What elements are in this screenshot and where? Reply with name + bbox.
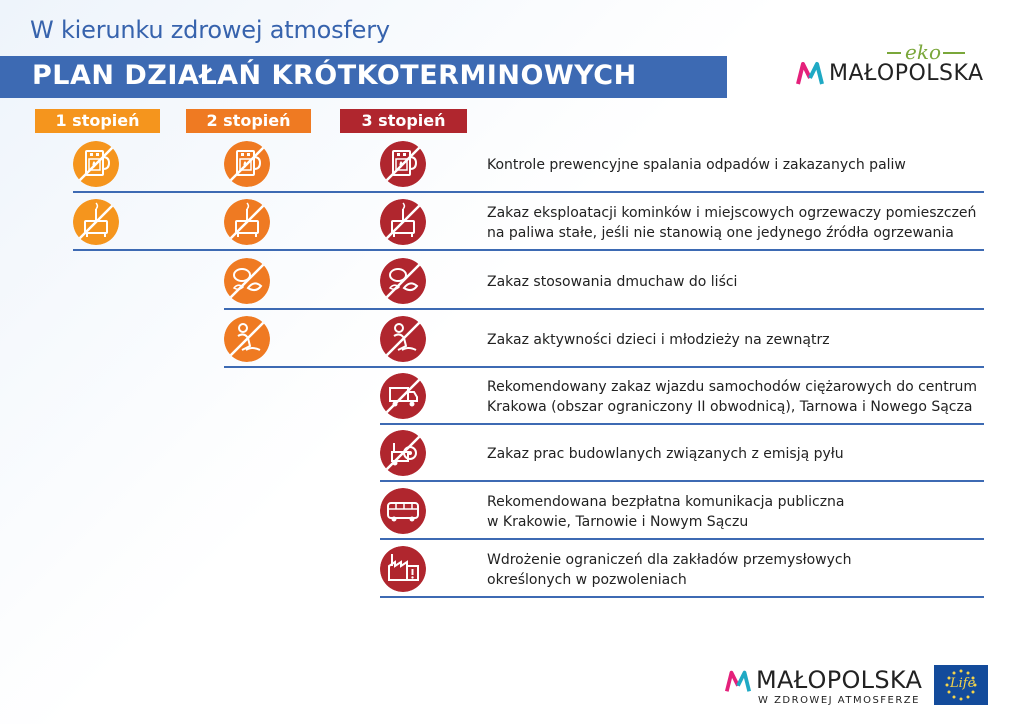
construction-machine-icon [380, 430, 426, 476]
malopolska-m-mark-icon [795, 60, 825, 86]
title-bar [0, 56, 727, 98]
stove-heater-icon [380, 199, 426, 245]
stove-heater-icon [224, 199, 270, 245]
eko-label: eko [905, 40, 941, 64]
page-subtitle: W kierunku zdrowej atmosfery [30, 16, 390, 44]
fireplace-stove-icon [224, 141, 270, 187]
action-description [487, 272, 737, 292]
action-description [487, 155, 906, 175]
footer-logo [724, 668, 924, 708]
action-line-2: Krakowa (obszar ograniczony II obwodnicą), Tarnowa i Nowego Sącza [487, 399, 973, 415]
row-divider [380, 423, 984, 425]
stove-heater-icon [73, 199, 119, 245]
outdoor-activity-icon [224, 316, 270, 362]
brand-name: MAŁOPOLSKA [829, 61, 984, 86]
action-line-1: Zakaz eksploatacji kominków i miejscowych ogrzewaczy pomieszczeń [487, 205, 977, 221]
action-description [487, 492, 845, 532]
action-line-1: Rekomendowany zakaz wjazdu samochodów ciężarowych do centrum [487, 379, 978, 395]
leaf-blower-icon [380, 258, 426, 304]
action-description [487, 377, 977, 417]
fireplace-stove-icon [73, 141, 119, 187]
row-divider [380, 596, 984, 598]
stage-2-label: 2 stopień [186, 109, 311, 133]
action-line-1: Zakaz aktywności dzieci i młodzieży na zewnątrz [487, 332, 830, 348]
row-divider [224, 308, 984, 310]
truck-icon [380, 373, 426, 419]
row-divider [380, 480, 984, 482]
action-description [487, 550, 852, 590]
row-divider [73, 249, 984, 251]
outdoor-activity-icon [380, 316, 426, 362]
footer-brand-name: MAŁOPOLSKA [756, 666, 923, 694]
page-title: PLAN DZIAŁAŃ KRÓTKOTERMINOWYCH [32, 60, 637, 91]
action-line-1: Kontrole prewencyjne spalania odpadów i zakazanych paliw [487, 157, 906, 173]
eu-life-logo [934, 665, 988, 705]
action-description [487, 330, 830, 350]
life-label: Life [950, 676, 976, 691]
bus-icon [380, 488, 426, 534]
action-line-1: Wdrożenie ograniczeń dla zakładów przemysłowych [487, 552, 852, 568]
action-line-2: określonych w pozwoleniach [487, 572, 687, 588]
row-divider [380, 538, 984, 540]
action-line-1: Zakaz prac budowlanych związanych z emisją pyłu [487, 446, 844, 462]
stage-3-label: 3 stopień [340, 109, 467, 133]
footer-tagline: W ZDROWEJ ATMOSFERZE [758, 695, 920, 706]
fireplace-stove-icon [380, 141, 426, 187]
leaf-blower-icon [224, 258, 270, 304]
footer-m-mark-icon [724, 668, 752, 694]
eko-malopolska-logo [795, 40, 995, 90]
stage-1-label: 1 stopień [35, 109, 160, 133]
row-divider [73, 191, 984, 193]
action-line-2: w Krakowie, Tarnowie i Nowym Sączu [487, 514, 749, 530]
action-line-1: Zakaz stosowania dmuchaw do liści [487, 274, 738, 290]
row-divider [224, 366, 984, 368]
action-description [487, 444, 844, 464]
action-line-2: na paliwa stałe, jeśli nie stanowią one jedynego źródła ogrzewania [487, 225, 954, 241]
factory-warning-icon [380, 546, 426, 592]
action-line-1: Rekomendowana bezpłatna komunikacja publiczna [487, 494, 845, 510]
action-description [487, 203, 976, 243]
